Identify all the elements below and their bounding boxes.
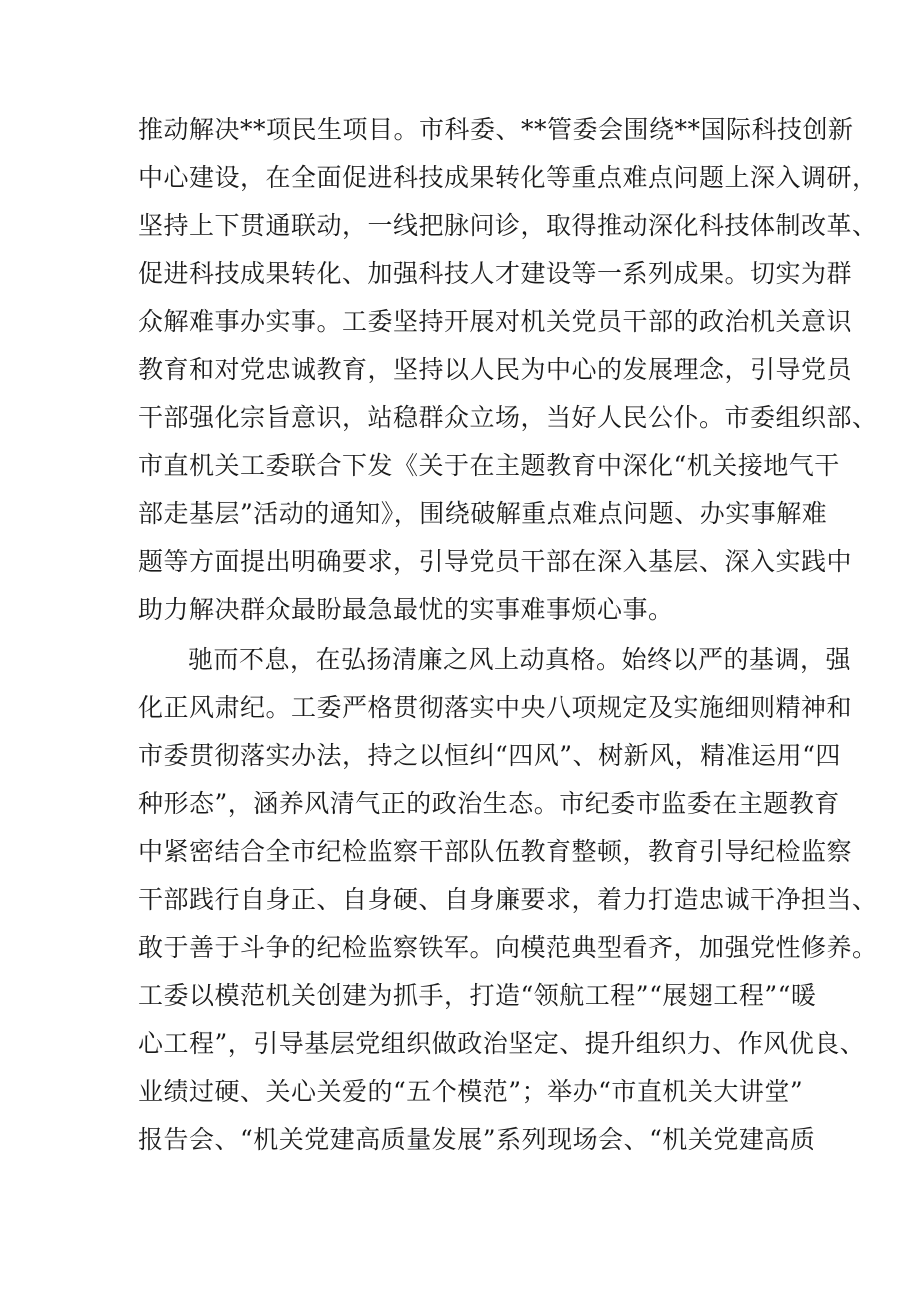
text-line: 促进科技成果转化、加强科技人才建设等一系列成果。切实为群	[138, 259, 853, 288]
text-line: 坚持上下贯通联动，一线把脉问诊，取得推动深化科技体制改革、	[138, 211, 878, 240]
text-line: 市直机关工委联合下发《关于在主题教育中深化“机关接地气干	[138, 451, 840, 480]
text-line: 部走基层”活动的通知》，围绕破解重点难点问题、办实事解难	[138, 499, 828, 528]
text-line: 众解难事办实事。工委坚持开展对机关党员干部的政治机关意识	[138, 307, 853, 336]
text-line: 市委贯彻落实办法，持之以恒纠“四风”、树新风，精准运用“四	[138, 741, 841, 770]
paragraph-first-line: 驰而不息，在弘扬清廉之风上动真格。始终以严的基调，强	[188, 645, 852, 674]
text-line: 工委以模范机关创建为抓手，打造“领航工程”“展翅工程”“暖	[138, 981, 817, 1010]
text-line: 推动解决**项民生项目。市科委、**管委会围绕**国际科技创新	[138, 115, 854, 144]
text-line: 报告会、“机关党建高质量发展”系列现场会、“机关党建高质	[138, 1125, 816, 1154]
text-line: 干部践行自身正、自身硬、自身廉要求，着力打造忠诚干净担当、	[138, 885, 878, 914]
text-line: 化正风肃纪。工委严格贯彻落实中央八项规定及实施细则精神和	[138, 693, 853, 722]
text-line: 中紧密结合全市纪检监察干部队伍教育整顿，教育引导纪检监察	[138, 837, 853, 866]
text-line: 种形态”，涵养风清气正的政治生态。市纪委市监委在主题教育	[138, 789, 840, 818]
text-line: 心工程”，引导基层党组织做政治坚定、提升组织力、作风优良、	[138, 1029, 866, 1058]
text-line: 教育和对党忠诚教育，坚持以人民为中心的发展理念，引导党员	[138, 355, 853, 384]
text-line: 干部强化宗旨意识，站稳群众立场，当好人民公仆。市委组织部、	[138, 403, 878, 432]
text-line: 题等方面提出明确要求，引导党员干部在深入基层、深入实践中	[138, 547, 853, 576]
text-line: 中心建设，在全面促进科技成果转化等重点难点问题上深入调研，	[138, 163, 878, 192]
text-line: 助力解决群众最盼最急最忧的实事难事烦心事。	[138, 595, 674, 624]
text-line: 敢于善于斗争的纪检监察铁军。向模范典型看齐，加强党性修养。	[138, 933, 878, 962]
text-line: 业绩过硬、关心关爱的“五个模范”；举办“市直机关大讲堂”	[138, 1077, 804, 1106]
